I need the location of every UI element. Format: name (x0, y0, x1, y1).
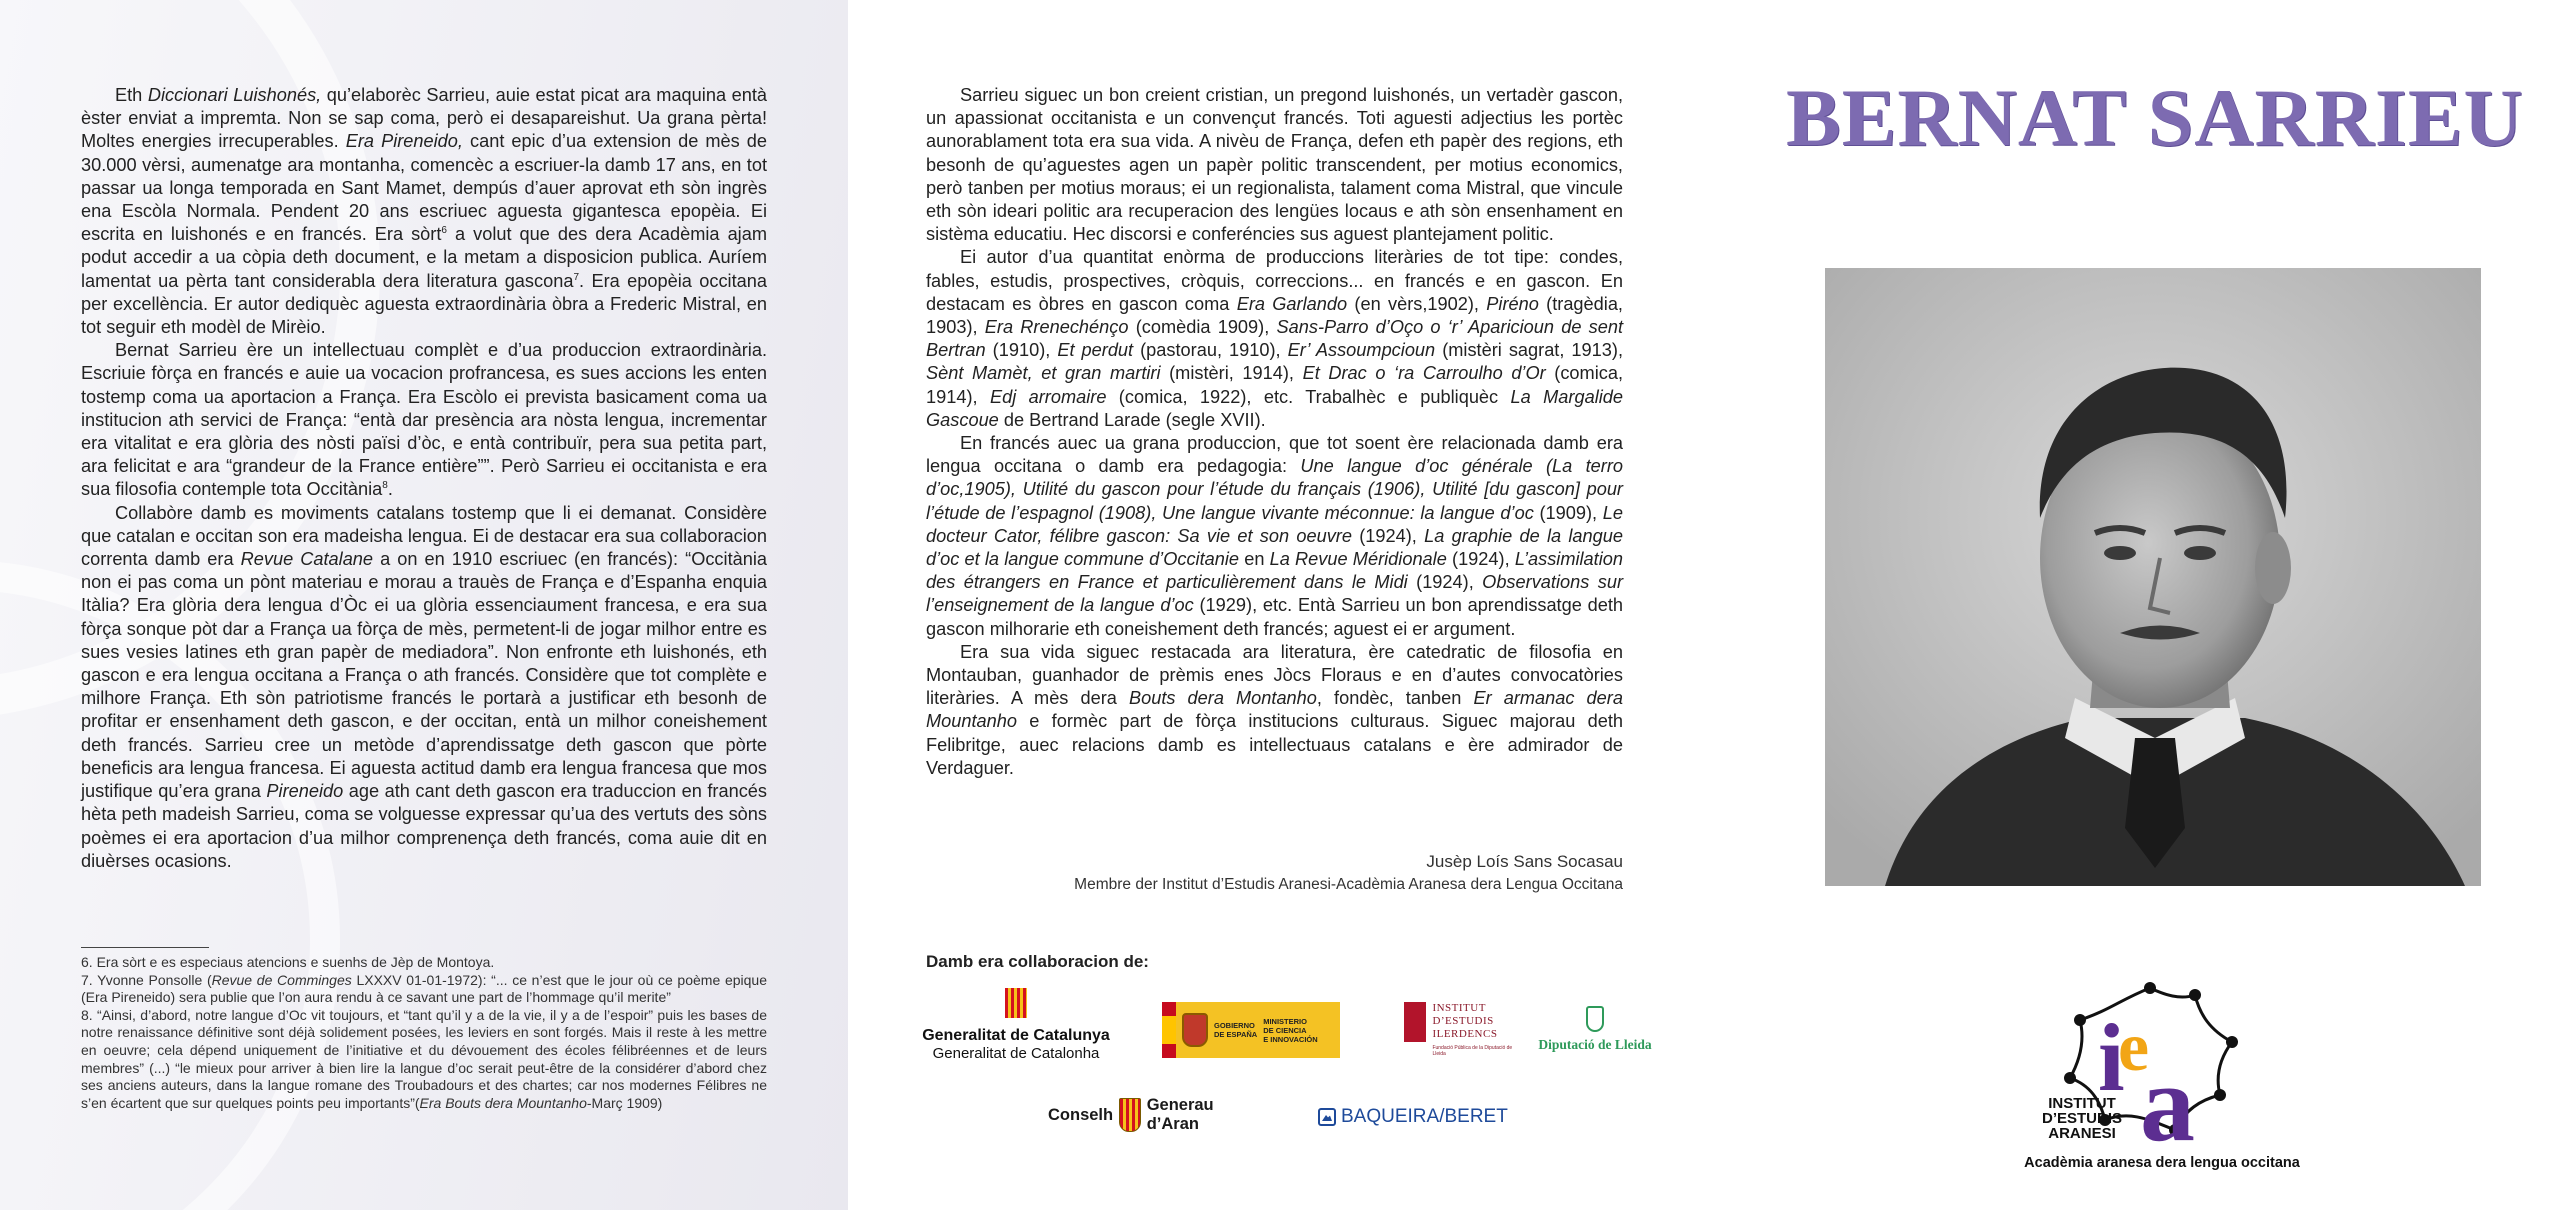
text-run: . (387, 479, 393, 500)
text-run: Era sua vida siguec restacada ara literatura, ère catedratic de filosofia en Montauban, guanhador de prèmis enes Jòcs Floraus e en d’autes convocatòries literàries. A mès dera (926, 641, 1623, 709)
paragraph (926, 641, 1623, 780)
footnote-ref: 8 (382, 480, 388, 492)
iea-line-2: D’ESTUDIS (2041, 1110, 2122, 1127)
text-run: La Margalide Gascoue (926, 386, 1623, 430)
paragraph (81, 972, 767, 1007)
signature-role: Membre der Institut d’Estudis Aranesi-Acadèmia Aranesa dera Lengua Occitana (1074, 876, 1623, 893)
mountain-icon (1318, 1108, 1336, 1126)
iei-logo (1404, 1002, 1514, 1060)
text-run: Sènt Mamèt, et gran martiri (926, 363, 1161, 384)
text-run: Era Rrenechénço (984, 317, 1129, 338)
text-run: a volut que des dera Acadèmia ajam podut accedir a ua còpia deth document, e la metam a disposicion publica. Auríem lamentat ua pèrta tant considerabla dera literatura gascona (81, 224, 767, 291)
text-run: de Bertrand Larade (segle XVII). (998, 409, 1266, 430)
iei-badge-icon (1404, 1002, 1426, 1042)
text-run: (comèdia 1909), (1128, 317, 1277, 338)
collaboration-title: Damb era collaboracion de: (926, 952, 1149, 971)
text-run: , fondèc, tanben (1316, 688, 1474, 709)
text-run: (tragèdia, 1903), (926, 293, 1623, 338)
text-run: (1924), (1351, 525, 1425, 546)
svg-text:e: e (2118, 1009, 2150, 1086)
text-run: Le docteur Cator, félibre gascon: Sa vie et son oeuvre (926, 502, 1623, 546)
iea-name (2032, 1096, 2132, 1141)
signature-block (926, 850, 1623, 896)
text-run: (comica, 1914), (926, 363, 1624, 407)
paragraph (81, 339, 767, 501)
text-run: . Era epopèia occitana per excellència. Er autor dediquèc aguesta extraordinària òbra a Frederic Mistral, en tot seguir eth modèl de Mirèio. (81, 270, 767, 338)
paragraph (81, 84, 767, 339)
text-run: (en vèrs,1902), (1347, 293, 1487, 314)
diputacio-crest-icon (1586, 1006, 1604, 1032)
generalitat-logo (918, 988, 1114, 1062)
conselh-word: Conselh (1048, 1105, 1114, 1124)
text-run: Bouts dera Montanho (1128, 688, 1317, 709)
text-run: Er’ Assoumpcioun (1287, 340, 1436, 361)
text-run: e formèc part de fòrça institucions culturaus. Siguec majorau deth Felibritge, auec relacions damb es intellectuaus catalans e ère admirador de Verdaguer. (926, 711, 1623, 778)
iei-line-4: Fundació Pública de la Diputació de Lleida (1432, 1045, 1513, 1057)
text-run: L’assimilation des étrangers en France et particulièrement dans le Midi (926, 549, 1623, 593)
text-run: a on en 1910 escriuec (en francés): “Occitània non ei pas coma un pònt materiau e morau a trauès de França e d’Espanha enquia Itàlia? Era glòria dera lengua d’Òc ei ua glòria essenciaument francesa, e era sua fòrça sonque pòt dar a França ua fòrça de mès, permetent-li de jogar milhor entre es sues vesies latines eth gran papèr de mediadora”. Non enfronte eth luishonés, eth gascon e era lengua occitana a França o ath francés. Considère que tot complète e milhore França. Eth sòn patriotisme francés le portarà a justificar eth besonh de profitar er ensenhament deth gascon, e der occitan, entà un milhor coneishement deth francés. Sarrieu cree un metòde d’aprendissatge deth gascon que pòrte beneficis ara lengua francesa. Ei aguesta actitud damb era lengua francesa que mos justifique qu’era grana (81, 549, 768, 802)
iea-subtitle: Acadèmia aranesa dera lengua occitana (2024, 1155, 2300, 1171)
text-run: La Revue Méridionale (1269, 549, 1447, 570)
iea-line-3: ARANESI (2048, 1125, 2116, 1142)
page-title: BERNAT SARRIEU (1786, 72, 2524, 163)
text-run: Era Garlando (1236, 293, 1348, 314)
text-run: Era Bouts dera Mountanho (419, 1094, 587, 1111)
text-run: 7. Yvonne Ponsolle ( (81, 971, 212, 988)
text-run: (1910), (985, 340, 1058, 361)
iea-logo (2000, 970, 2320, 1180)
text-run: (1909), (1533, 502, 1603, 523)
aran-crest-icon (1119, 1098, 1141, 1132)
text-run: Une langue d’oc générale (La terro d’oc,1905), Utilité du gascon pour l’étude du français (1906), Utilité [du gascon] pour l’étude de l’espagnol (1908), Une langue vivante méconnue: la langue d’oc (926, 456, 1623, 523)
text-run: Et Drac o ‘ra Carroulho d’Or (1302, 363, 1546, 384)
text-run: Era Pireneido, (345, 131, 463, 152)
text-run: age ath cant deth gascon era traduccion en francés hèta peth madeish Sarrieu, coma se volguesse expressar qu’ua des vertuts des sòns poèmes ei era aportacion d’ua milhor comprenença deth francés, coma auie dit en diuèrses ocasions. (81, 781, 768, 871)
signature-name: Jusèp Loís Sans Socasau (1426, 852, 1623, 871)
paragraph (926, 432, 1623, 641)
generalitat-name: Generalitat de Catalunya (922, 1027, 1110, 1044)
ministerio-text-2 (1263, 1017, 1323, 1044)
paragraph (81, 1007, 767, 1113)
text-run: En francés auec ua grana produccion, que tot soent ère relacionada damb era lengua occitana o damb era pedagogia: (926, 433, 1623, 477)
text-run: 6. Era sòrt e es especiaus atencions e suenhs de Jèp de Montoya. (81, 954, 495, 970)
text-run: LXXXV 01-01-1972): “... ce n’est que le jour où ce poème epique (Era Pireneido) sera publie que l’on aura rendu à ce savant une part de l’hommage qu’il merite” (81, 971, 767, 1006)
text-run: La graphie de la langue d’oc et la langue commune d’Occitanie (926, 525, 1623, 570)
text-run: 8. “Ainsi, d’abord, notre langue d’Oc vit toujours, et “tant qu’il y a de la vie, il y a de l’espoir” puis les bases de notre renaissance définitive sont déjà solidement posées, les leviers en sont forgés. Mais il reste à les mettre en oeuvre; cela dépend uniquement de l’initiative et du dévouement des écoles félibréennes et de leurs membres” (...) “le mieux pour arriver à bien lire la langue d’oc serait peut-être de la considérer d’abord chez ses anciens auteurs, dans la langue romane des Troubadours et des chartes; car nos modernes Félibres ne s’en écartent que sur quelques points peu importants”( (81, 1006, 767, 1111)
text-run: Edj arromaire (989, 386, 1107, 407)
gob-line-5: E INNOVACIÓN (1263, 1034, 1318, 1044)
text-run: Sarrieu siguec un bon creient cristian, un pregond luishonés, un vertadèr gascon, un apassionat occitanista e un convençut francés. Toti aguesti adjectius les portèc aunorablament tota era sua vida. A nivèu de França, defen eth papèr des regions, eth besonh de qu’aguestes agen un papèr politic transcendent, per motius economics, però tanben per motius moraus; ei un regionalista, talament coma Mistral, que vincule eth sòn ideari politic ara recuperacion des lengües locaus e ath sòn ensenhament en sistèma educatiu. Hec discorsi e conferéncies sus aguest plantejament politic. (926, 85, 1623, 245)
text-run: (1924), (1446, 549, 1515, 570)
text-run: Diccionari Luishonés, (147, 85, 322, 105)
svg-text:a: a (2140, 1042, 2195, 1150)
iei-line-1: INSTITUT (1432, 1002, 1486, 1014)
ministerio-text (1214, 1021, 1263, 1039)
gob-line-1: GOBIERNO (1214, 1021, 1255, 1030)
gob-line-3: MINISTERIO (1263, 1016, 1307, 1026)
text-run: Observations sur l’enseignement de la langue d’oc (926, 572, 1623, 616)
footnotes (81, 954, 767, 1112)
text-run: Ei autor d’ua quantitat enòrma de produccions literàries de tot tipe: condes, fables, estudis, prospectives, cròquis, correccions... en francés e en gascon. En destacam es òbres en gascon coma (926, 247, 1623, 314)
footnote-ref: 6 (441, 225, 447, 237)
generalitat-name-aranese: Generalitat de Catalonha (932, 1045, 1100, 1062)
middle-text-column (926, 84, 1623, 780)
paragraph (81, 502, 767, 873)
senyera-icon (1005, 988, 1027, 1018)
text-run: Sans-Parro d’Oço o ‘r’ Aparicioun de sent Bertran (926, 317, 1624, 361)
spain-flag-icon (1162, 1002, 1176, 1058)
gob-line-2: DE ESPAÑA (1214, 1030, 1258, 1039)
baqueira-logo (1318, 1102, 1538, 1132)
text-run: (mistèri, 1914), (1160, 363, 1303, 384)
text-run: (comica, 1922), etc. Trabalhèc e publiquèc (1106, 386, 1511, 407)
text-run: Et perdut (1057, 340, 1134, 361)
conselh-generau-logo (1048, 1094, 1268, 1136)
diputacio-name: Diputació de Lleida (1538, 1037, 1652, 1052)
left-text-column (81, 84, 767, 873)
iei-line-2: D’ESTUDIS (1432, 1015, 1494, 1027)
text-run: (1929), etc. Entà Sarrieu un bon aprendissatge deth gascon milhorarie eth coneishement deth francés; aguest ei er argument. (926, 595, 1623, 639)
text-run: en (1239, 549, 1270, 570)
gob-line-4: DE CIENCIA (1263, 1025, 1307, 1035)
text-run: -Març 1909) (586, 1094, 663, 1111)
paragraph (926, 246, 1623, 432)
portrait-illustration (1825, 268, 2481, 886)
text-run: Revue Catalane (240, 549, 374, 570)
paragraph (81, 954, 767, 972)
text-run: Er armanac dera Mountanho (926, 688, 1623, 732)
portrait-photo (1825, 268, 2481, 886)
text-run: (mistèri sagrat, 1913), (1435, 340, 1624, 361)
text-run: qu’elaborèc Sarrieu, auie estat picat ara maquina entà èster enviat a impremta. Non se sap coma, però ei desapareishut. Ua grana pèrta! Moltes energies irrecuperables. (81, 85, 768, 152)
text-run: (1924), (1407, 572, 1483, 593)
baqueira-name: BAQUEIRA/BERET (1341, 1106, 1508, 1127)
text-run: cant epic d’ua extension de mès de 30.000 vèrsi, aumenatge ara montanha, comencèc a escriuer-la damb 17 ans, en tot passar ua longa temporada en Sant Mamet, dempús d’auer aprovat eth sòn ingrès ena Escòla Normala. Pendent 20 ans escriuec aguesta gigantesca epopèia. Ei escrita en luishonés e en francés. Era sòrt (81, 131, 767, 245)
spain-crest-icon (1182, 1013, 1208, 1047)
ministerio-logo (1162, 1002, 1340, 1058)
iei-line-3: ILERDENCS (1432, 1028, 1498, 1040)
iea-line-1: INSTITUT (2048, 1095, 2116, 1112)
text-run: (pastorau, 1910), (1133, 340, 1288, 361)
svg-text:i: i (2098, 1004, 2125, 1111)
text-run: Bernat Sarrieu ère un intellectuau complèt e d’ua produccion extraordinària. Escriuie fòrça en francés e auie ua vocacion profrancesa, es sues accions les enten tostemp coma ua aportacion a França. Era Escòlo ei prevista basicament coma ua institucion ath servici de França: “entà dar presència ara nòsta lengua, incrementar era vitalitat e era glòria des nòsti païsi d’òc, e entà contribuïr, pera sua petita part, ara felicitat e ara “grandeur de la France entière””. Però Sarrieu ei occitanista e era sua filosofia contemple tota Occitània (81, 340, 767, 500)
diputacio-logo (1520, 1006, 1670, 1053)
paragraph (926, 84, 1623, 246)
text-run: Eth (115, 85, 148, 105)
footnote-ref: 7 (573, 271, 580, 283)
generau-word: Generau d’Aran (1146, 1096, 1214, 1133)
text-run: Piréno (1486, 293, 1539, 314)
text-run: Collabòre damb es moviments catalans tostemp que li ei demanat. Considère que catalan e occitan son era madeisha lengua. Ei de destacar era sua collaboracion correnta damb era (81, 502, 767, 570)
footnote-rule (81, 947, 209, 948)
text-run: Pireneido (266, 781, 344, 802)
text-run: Revue de Comminges (211, 971, 352, 988)
